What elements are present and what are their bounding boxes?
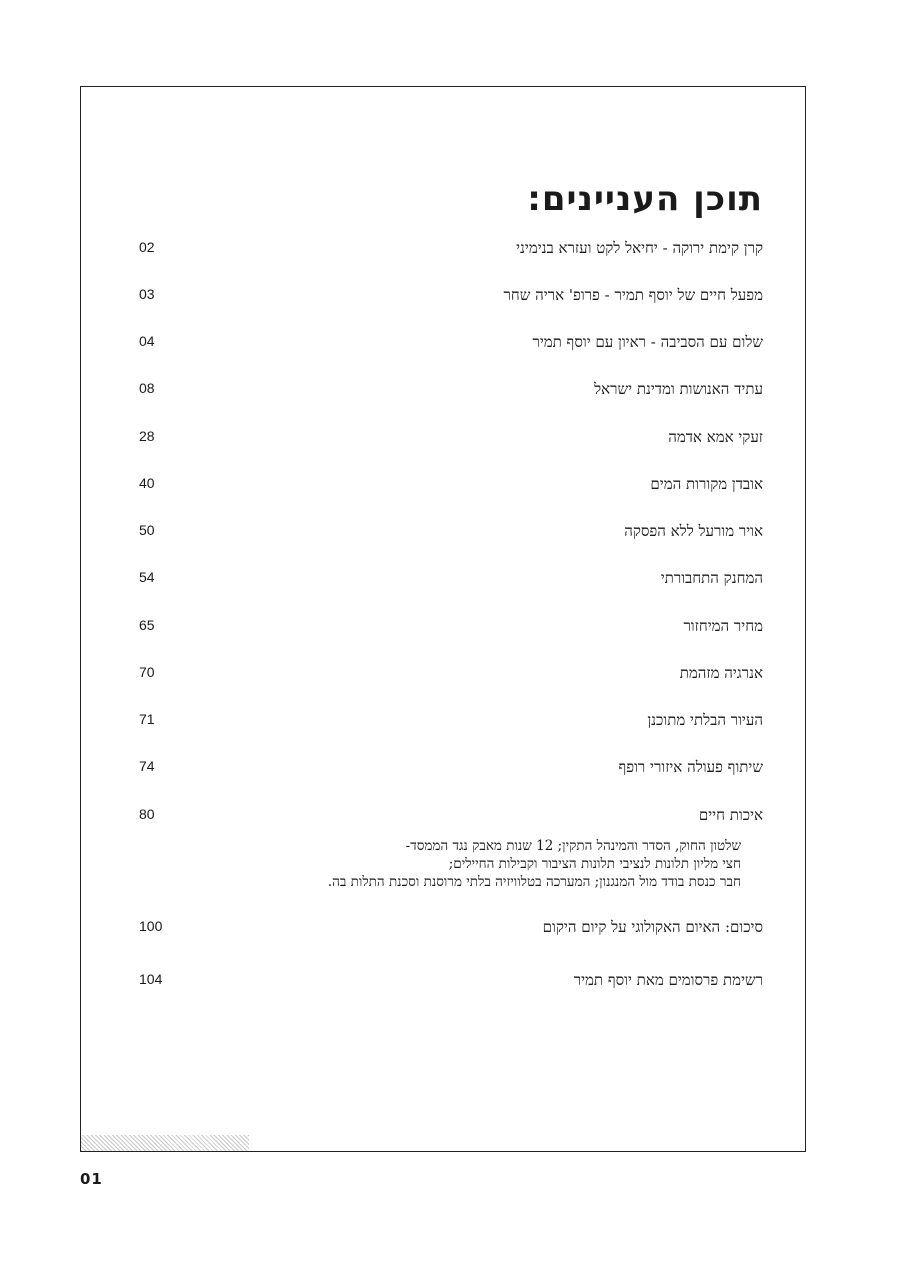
toc-entry-title: רשימת פרסומים מאת יוסף תמיר xyxy=(573,971,763,989)
toc-entry-title: שלום עם הסביבה - ראיון עם יוסף תמיר xyxy=(532,333,763,351)
toc-entry xyxy=(81,918,805,942)
toc-entry-page: 28 xyxy=(139,428,155,444)
page-number: 01 xyxy=(80,1170,103,1188)
decorative-hatch-bar xyxy=(81,1135,249,1151)
toc-entry xyxy=(81,971,805,995)
toc-entry xyxy=(81,380,805,404)
toc-entry-page: 80 xyxy=(139,806,155,822)
toc-entry-title: אויר מורעל ללא הפסקה xyxy=(624,522,763,540)
toc-entry-title: אובדן מקורות המים xyxy=(650,475,763,493)
toc-entry xyxy=(81,286,805,310)
toc-entry xyxy=(81,333,805,357)
toc-entry xyxy=(81,758,805,782)
toc-entry xyxy=(81,806,805,830)
toc-entry-page: 40 xyxy=(139,475,155,491)
toc-sub-line: חבר כנסת בודד מול המנגנון; המערכה בטלוויזיה בלתי מרוסנת וסכנת התלות בה. xyxy=(327,874,741,890)
toc-entry xyxy=(81,617,805,641)
toc-entry xyxy=(81,664,805,688)
toc-entry-title: מחיר המיחזור xyxy=(683,617,763,635)
toc-entry-page: 65 xyxy=(139,617,155,633)
toc-entry-title: אנרגיה מזהמת xyxy=(679,664,763,682)
toc-entry-page: 50 xyxy=(139,522,155,538)
toc-entry-page: 104 xyxy=(139,971,163,987)
toc-entry-page: 71 xyxy=(139,711,155,727)
toc-sub-line: שלטון החוק, הסדר והמינהל התקין; 12 שנות מאבק נגד הממסד- xyxy=(405,838,741,854)
toc-entry xyxy=(81,522,805,546)
toc-entry-title: קרן קימת ירוקה - יחיאל לקט ועזרא בנימיני xyxy=(516,239,763,257)
toc-entry xyxy=(81,428,805,452)
toc-entry-page: 100 xyxy=(139,918,163,934)
toc-title: תוכן העניינים: xyxy=(527,179,763,219)
toc-entry-title: זעקי אמא אדמה xyxy=(668,428,763,446)
page-frame xyxy=(80,86,806,1152)
toc-entry xyxy=(81,711,805,735)
toc-entry xyxy=(81,239,805,263)
toc-entry-page: 54 xyxy=(139,569,155,585)
toc-entry-title: המחנק התחבורתי xyxy=(660,569,763,587)
toc-entry-page: 02 xyxy=(139,239,155,255)
toc-sub-line: חצי מליון תלונות לנציבי תלונות הציבור וקבילות החיילים; xyxy=(448,856,741,872)
toc-entry-page: 08 xyxy=(139,380,155,396)
toc-entry-title: העיור הבלתי מתוכנן xyxy=(647,711,763,729)
toc-list xyxy=(81,87,805,1151)
toc-entry xyxy=(81,569,805,593)
toc-entry-page: 74 xyxy=(139,758,155,774)
toc-entry-page: 70 xyxy=(139,664,155,680)
toc-sub-entries xyxy=(209,837,769,891)
toc-entry-title: עתיד האנושות ומדינת ישראל xyxy=(594,380,763,398)
toc-entry-page: 04 xyxy=(139,333,155,349)
toc-entry-title: שיתוף פעולה איזורי רופף xyxy=(618,758,763,776)
toc-entry-title: איכות חיים xyxy=(698,806,763,824)
toc-entry xyxy=(81,475,805,499)
toc-entry-title: סיכום: האיום האקולוגי על קיום היקום xyxy=(542,918,763,936)
toc-entry-title: מפעל חיים של יוסף תמיר - פרופ' אריה שחר xyxy=(503,286,763,304)
toc-entry-page: 03 xyxy=(139,286,155,302)
